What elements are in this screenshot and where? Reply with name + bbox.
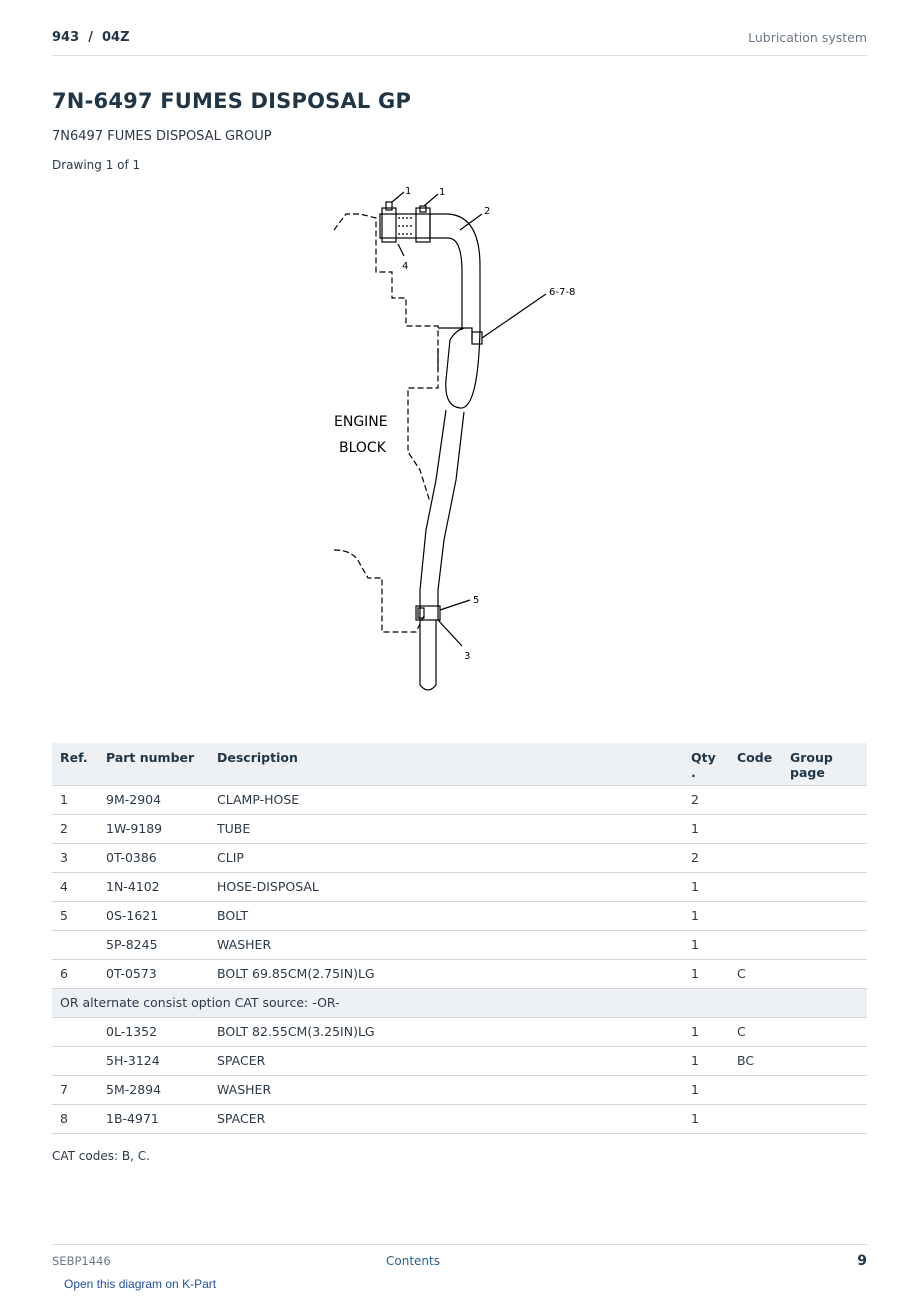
cell-group-page [782, 930, 867, 959]
model-code: 943 / 04Z [52, 30, 130, 45]
alternate-note-row [52, 988, 867, 1017]
callout-2: 2 [484, 206, 491, 217]
cell-code [729, 785, 782, 814]
cell-description: TUBE [209, 814, 683, 843]
clamp-right [416, 208, 430, 242]
cell-group-page [782, 901, 867, 930]
cell-qty: 2 [683, 843, 729, 872]
table-header-row [52, 743, 867, 785]
table-row [52, 1046, 867, 1075]
callout-6-7-8: 6-7-8 [549, 287, 576, 298]
alternate-note: OR alternate consist option CAT source: -OR- [52, 988, 867, 1017]
col-code: Code [729, 743, 782, 785]
table-row [52, 901, 867, 930]
bracket [438, 328, 472, 370]
cell-group-page [782, 1104, 867, 1133]
cell-part-number: 0T-0386 [98, 843, 209, 872]
tube-inner [430, 238, 462, 330]
cell-part-number: 1B-4971 [98, 1104, 209, 1133]
cell-part-number: 0L-1352 [98, 1017, 209, 1046]
cell-group-page [782, 1046, 867, 1075]
callout-4: 4 [402, 261, 409, 272]
bracket-bolt [472, 332, 482, 344]
table-row [52, 930, 867, 959]
cell-part-number: 5H-3124 [98, 1046, 209, 1075]
cell-code [729, 901, 782, 930]
col-group-page: Group page [782, 743, 867, 785]
cell-description: SPACER [209, 1104, 683, 1133]
cell-ref [52, 1046, 98, 1075]
cell-description: BOLT 69.85CM(2.75IN)LG [209, 959, 683, 988]
cell-part-number: 5P-8245 [98, 930, 209, 959]
cell-code [729, 843, 782, 872]
document-id: SEBP1446 [52, 1254, 111, 1268]
table-row [52, 843, 867, 872]
cell-qty: 1 [683, 1046, 729, 1075]
table-row [52, 959, 867, 988]
cell-ref [52, 930, 98, 959]
cell-group-page [782, 1017, 867, 1046]
cell-description: CLIP [209, 843, 683, 872]
label-engine: ENGINE [334, 414, 388, 430]
callout-1a: 1 [405, 186, 412, 197]
engine-block-outline [334, 214, 438, 502]
hose-body [380, 214, 430, 238]
tube-lower-right [438, 412, 464, 620]
cell-description: BOLT 82.55CM(3.25IN)LG [209, 1017, 683, 1046]
parts-table [52, 743, 867, 1134]
cell-code [729, 1104, 782, 1133]
cell-qty: 1 [683, 930, 729, 959]
cell-ref: 5 [52, 901, 98, 930]
cell-ref: 7 [52, 1075, 98, 1104]
clamp-left [382, 208, 396, 242]
table-row [52, 814, 867, 843]
cell-part-number: 1W-9189 [98, 814, 209, 843]
cell-ref [52, 1017, 98, 1046]
cell-group-page [782, 814, 867, 843]
cell-qty: 1 [683, 1075, 729, 1104]
callout-1b: 1 [439, 187, 446, 198]
cell-description: WASHER [209, 930, 683, 959]
cell-ref: 4 [52, 872, 98, 901]
cell-ref: 3 [52, 843, 98, 872]
cell-ref: 1 [52, 785, 98, 814]
cell-ref: 8 [52, 1104, 98, 1133]
cell-qty: 1 [683, 1104, 729, 1133]
cell-qty: 1 [683, 814, 729, 843]
tube-lower-left [420, 410, 446, 690]
table-row [52, 1075, 867, 1104]
col-ref: Ref. [52, 743, 98, 785]
table-row [52, 1104, 867, 1133]
cell-code [729, 930, 782, 959]
cell-description: SPACER [209, 1046, 683, 1075]
contents-link[interactable]: Contents [386, 1254, 440, 1268]
table-row [52, 785, 867, 814]
section-name: Lubrication system [748, 30, 867, 45]
cell-part-number: 9M-2904 [98, 785, 209, 814]
cell-group-page [782, 959, 867, 988]
cell-part-number: 0T-0573 [98, 959, 209, 988]
cell-code: C [729, 959, 782, 988]
cell-qty: 1 [683, 1017, 729, 1046]
col-part-number: Part number [98, 743, 209, 785]
page-header [52, 28, 867, 56]
cell-ref: 2 [52, 814, 98, 843]
label-block: BLOCK [339, 440, 386, 456]
parts-diagram [320, 180, 610, 700]
page-subtitle: 7N6497 FUMES DISPOSAL GROUP [52, 129, 272, 144]
cell-description: BOLT [209, 901, 683, 930]
cell-code [729, 872, 782, 901]
clamp-screw-right [420, 206, 426, 212]
cell-qty: 1 [683, 959, 729, 988]
callout-3: 3 [464, 651, 471, 662]
cell-description: CLAMP-HOSE [209, 785, 683, 814]
cell-ref: 6 [52, 959, 98, 988]
cell-part-number: 5M-2894 [98, 1075, 209, 1104]
cell-qty: 1 [683, 901, 729, 930]
kpart-link[interactable]: Open this diagram on K-Part [64, 1277, 217, 1291]
col-qty: Qty . [683, 743, 729, 785]
engine-block-lower-outline [334, 550, 424, 632]
cell-description: WASHER [209, 1075, 683, 1104]
cell-group-page [782, 785, 867, 814]
cell-code: C [729, 1017, 782, 1046]
page-title: 7N-6497 FUMES DISPOSAL GP [52, 89, 412, 113]
cell-part-number: 1N-4102 [98, 872, 209, 901]
clamp-screw-left [386, 202, 392, 210]
callout-5: 5 [473, 595, 480, 606]
cell-description: HOSE-DISPOSAL [209, 872, 683, 901]
cell-code [729, 1075, 782, 1104]
cat-codes-note: CAT codes: B, C. [52, 1149, 150, 1163]
table-row [52, 1017, 867, 1046]
drawing-info: Drawing 1 of 1 [52, 158, 141, 172]
cell-code: BC [729, 1046, 782, 1075]
cell-qty: 2 [683, 785, 729, 814]
cell-part-number: 0S-1621 [98, 901, 209, 930]
cell-qty: 1 [683, 872, 729, 901]
cell-code [729, 814, 782, 843]
page-footer [52, 1244, 867, 1275]
cell-group-page [782, 872, 867, 901]
page-number: 9 [857, 1253, 867, 1269]
cell-group-page [782, 843, 867, 872]
cell-group-page [782, 1075, 867, 1104]
table-row [52, 872, 867, 901]
col-description: Description [209, 743, 683, 785]
